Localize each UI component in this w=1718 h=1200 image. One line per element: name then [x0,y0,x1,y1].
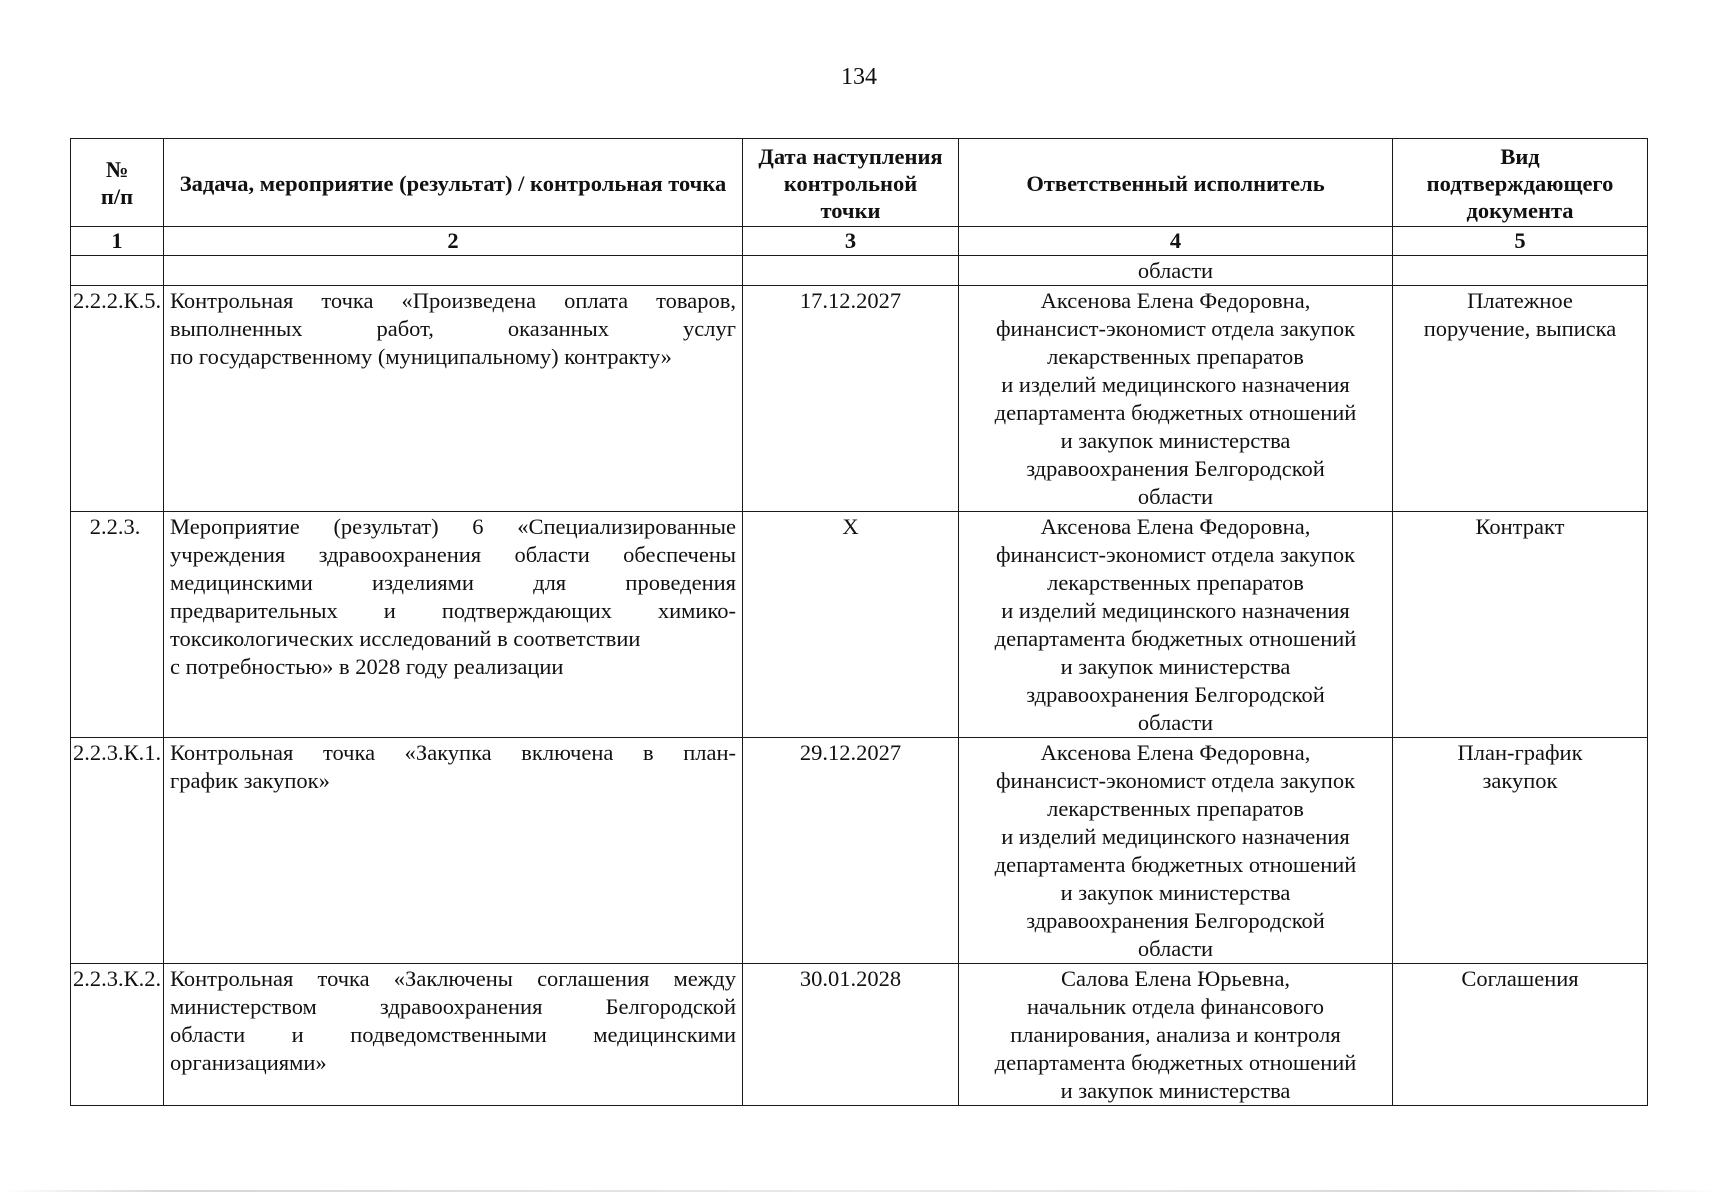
header-num-symbol: № [105,157,129,182]
table-row [71,512,1648,738]
task-line: с потребностью» в 2028 году реализации [170,654,564,679]
cell-document [1393,256,1648,286]
header-num [71,139,164,227]
responsible-line: департамента бюджетных отношений [994,626,1357,651]
cell-responsible [959,286,1393,512]
responsible-line: лекарственных препаратов [1047,570,1304,595]
responsible-line: финансист-экономист отдела закупок [995,542,1356,567]
responsible-line: финансист-экономист отдела закупок [995,768,1356,793]
responsible-line: финансист-экономист отдела закупок [995,316,1356,341]
column-number-row [71,227,1648,256]
document-line: План-график [1457,740,1583,765]
cell-num: 2.2.2.К.5. [71,286,164,512]
responsible-line: области [1137,710,1214,735]
cell-task [164,286,743,512]
task-line: по государственному (муниципальному) контракту» [170,344,672,369]
header-doc-line: документа [1466,197,1574,223]
document-line: Контракт [1475,514,1565,539]
cell-document [1393,286,1648,512]
task-line: Контрольная точка «Произведена оплата товаров, [170,288,736,313]
task-line: организациями» [170,1050,327,1075]
cell-task [164,738,743,964]
cell-num: 2.2.3.К.2. [71,964,164,1106]
responsible-line: лекарственных препаратов [1047,796,1304,821]
task-line: учреждения здравоохранения области обеспечены [170,542,736,567]
header-responsible: Ответственный исполнитель [959,139,1393,227]
responsible-line: и закупок министерства [1060,428,1291,453]
cell-num: 2.2.3. [71,512,164,738]
column-number: 4 [959,227,1393,256]
column-number: 5 [1393,227,1648,256]
cell-date: 30.01.2028 [743,964,959,1106]
header-row [71,139,1648,227]
task-line: Контрольная точка «Закупка включена в план- [170,740,736,765]
task-line: токсикологических исследований в соответствии [170,626,641,651]
task-line: министерством здравоохранения Белгородской [170,994,736,1019]
table-row [71,286,1648,512]
document-line: Соглашения [1461,966,1579,991]
cell-num: 2.2.3.К.1. [71,738,164,964]
document-line: закупок [1482,768,1558,793]
task-line: предварительных и подтверждающих химико- [170,598,736,623]
cell-date [743,256,959,286]
responsible-line: области [1137,936,1214,961]
responsible-line: лекарственных препаратов [1047,344,1304,369]
responsible-line: Салова Елена Юрьевна, [1060,966,1291,991]
document-line: Платежное [1467,288,1573,313]
task-line: области и подведомственными медицинскими [170,1022,736,1047]
responsible-line: департамента бюджетных отношений [994,400,1357,425]
responsible-line: здравоохранения Белгородской [1026,682,1325,707]
cell-document [1393,512,1648,738]
cell-date: X [743,512,959,738]
cell-responsible [959,512,1393,738]
responsible-line: планирования, анализа и контроля [1010,1022,1341,1047]
responsible-line: департамента бюджетных отношений [994,1050,1357,1075]
responsible-line: и изделий медицинского назначения [1001,598,1350,623]
responsible-line: и закупок министерства [1060,1078,1291,1103]
cell-document [1393,738,1648,964]
responsible-line: здравоохранения Белгородской [1026,908,1325,933]
responsible-line: и изделий медицинского назначения [1001,372,1350,397]
document-line: поручение, выписка [1423,316,1617,341]
task-line: Мероприятие (результат) 6 «Специализированные [170,514,736,539]
cell-num [71,256,164,286]
cell-date: 29.12.2027 [743,738,959,964]
page-number: 134 [841,64,877,90]
cell-task [164,512,743,738]
responsible-line: департамента бюджетных отношений [994,852,1357,877]
scan-edge-line [0,1190,1718,1192]
cell-task [164,256,743,286]
responsible-line: и закупок министерства [1060,654,1291,679]
task-line: выполненных работ, оказанных услуг [170,316,736,341]
header-num-label: п/п [100,184,134,209]
responsible-line: начальник отдела финансового [1026,994,1325,1019]
column-number: 1 [71,227,164,256]
table-row [71,964,1648,1106]
column-number: 2 [164,227,743,256]
cell-responsible: области [959,256,1393,286]
cell-task [164,964,743,1106]
responsible-line: Аксенова Елена Федоровна, [1040,514,1311,539]
cell-responsible [959,738,1393,964]
task-line: Контрольная точка «Заключены соглашения между [170,966,736,991]
responsible-line: и изделий медицинского назначения [1001,824,1350,849]
continuation-row [71,256,1648,286]
header-task: Задача, мероприятие (результат) / контрольная точка [164,139,743,227]
cell-date: 17.12.2027 [743,286,959,512]
responsible-line: Аксенова Елена Федоровна, [1040,288,1311,313]
control-points-table [70,138,1648,1106]
header-date-line: точки [820,197,881,223]
task-line: график закупок» [170,768,330,793]
responsible-line: Аксенова Елена Федоровна, [1040,740,1311,765]
column-number: 3 [743,227,959,256]
task-line: медицинскими изделиями для проведения [170,570,736,595]
header-date-line: Дата наступления [758,143,943,169]
cell-responsible [959,964,1393,1106]
table-row [71,738,1648,964]
header-doc-line: подтверждающего [1426,170,1614,196]
responsible-line: и закупок министерства [1060,880,1291,905]
header-doc-line: Вид [1500,143,1540,169]
header-date-line: контрольной [783,170,918,196]
responsible-line: области [1137,484,1214,509]
header-document [1393,139,1648,227]
cell-document [1393,964,1648,1106]
header-date [743,139,959,227]
responsible-line: здравоохранения Белгородской [1026,456,1325,481]
